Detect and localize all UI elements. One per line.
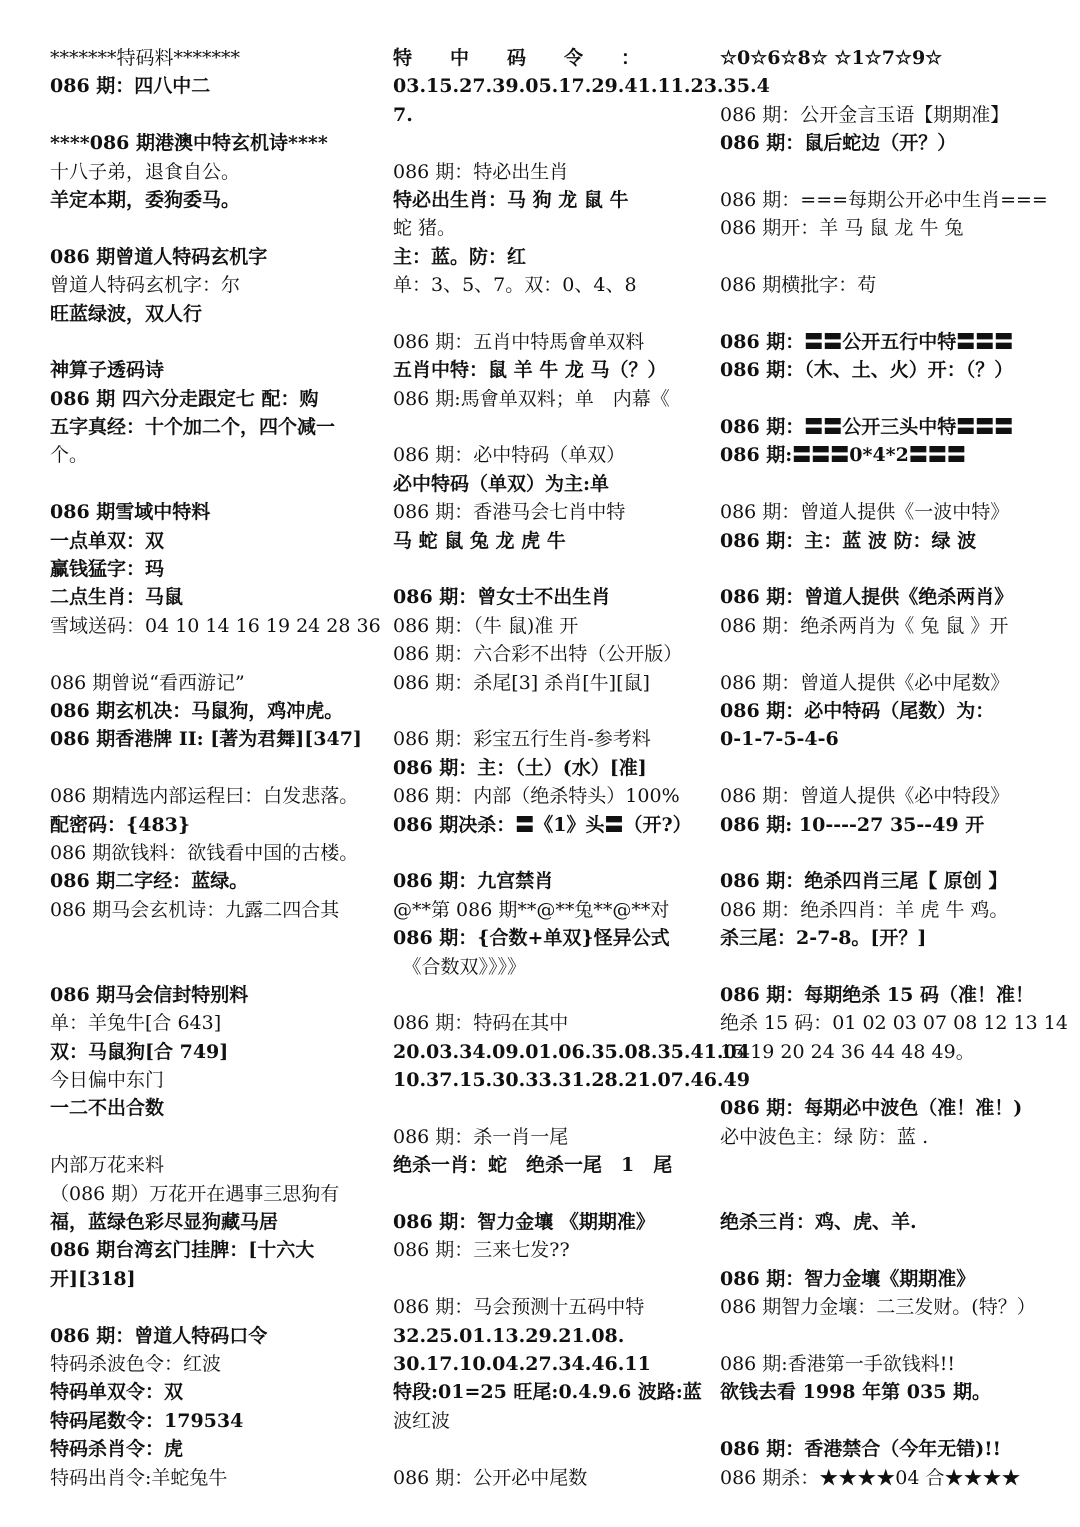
text-line: 086 期：马会预测十五码中特 (393, 1296, 645, 1319)
text-line: 086 期马会玄机诗：九露二四合其 (50, 898, 340, 921)
blank-line (393, 1094, 711, 1122)
text-line: 一二不出合数 (50, 1097, 165, 1120)
text-line: （086 期）万花开在遇事三思狗有 (50, 1182, 340, 1205)
blank-line (50, 328, 380, 356)
text-line: 086 期：曾女士不出生肖 (393, 586, 611, 609)
blank-line (50, 1293, 380, 1321)
text-line: 0-1-7-5-4-6 (720, 728, 839, 751)
text-line: 086 期智力金壤：二三发财。(特？） (720, 1296, 1036, 1319)
text-line: 086 期：必中特码（单双） (393, 444, 626, 467)
text-line: 二点生肖：马鼠 (50, 586, 184, 609)
text-line: 086 期：特码在其中 (393, 1012, 569, 1035)
text-line: 086 期：（木、土、火）开：（？） (720, 359, 1014, 382)
text-line: 086 期横批字：苟 (720, 274, 877, 297)
text-line: 特 中 码 令 ： (393, 47, 641, 69)
text-line: 必中波色主：绿 防：蓝 . (720, 1125, 929, 1148)
blank-line (720, 640, 1050, 668)
text-line: 特码单双令：双 (50, 1381, 184, 1404)
text-line: 086 期:馬會单双料；单 内幕《 (393, 387, 670, 410)
text-line: 蛇 猪。 (393, 217, 457, 240)
blank-line (720, 470, 1050, 498)
text-line: 086 期：曾道人提供《必中特段》 (720, 785, 1010, 808)
blank-line (50, 214, 380, 242)
blank-line (720, 953, 1050, 981)
text-line: 086 期决杀：〓《1》头〓（开?） (393, 813, 692, 836)
text-line: 086 期：绝杀四肖三尾【 原创 】 (720, 870, 1008, 893)
blank-line (393, 839, 711, 867)
blank-line (393, 555, 711, 583)
text-line: 30.17.10.04.27.34.46.11 (393, 1352, 651, 1375)
text-line: 086 期：必中特码（尾数）为： (720, 699, 995, 722)
text-line: 羊定本期，委狗委马。 (50, 188, 241, 211)
text-line: 单：3、5、7。双：0、4、8 (393, 274, 637, 297)
text-line: 十八子弟，退食自公。 (50, 160, 241, 183)
blank-line (720, 243, 1050, 271)
text-line: 086 期：杀一肖一尾 (393, 1125, 569, 1148)
text-line: 086 期：六合彩不出特（公开版） (393, 643, 683, 666)
blank-line (50, 1123, 380, 1151)
text-line: 内部万花来料 (50, 1154, 165, 1177)
blank-line (393, 981, 711, 1009)
text-line: 086 期：五肖中特馬會单双料 (393, 330, 645, 353)
text-line: 绝杀 15 码：01 02 03 07 08 12 13 14 (720, 1012, 1068, 1035)
blank-line (393, 300, 711, 328)
text-line: 086 期：每期必中波色（准！准！) (720, 1097, 1023, 1120)
text-line: 神算子透码诗 (50, 359, 165, 382)
text-line: 赢钱猛字：玛 (50, 558, 165, 581)
text-line: 波红波 (393, 1409, 451, 1432)
text-line: 086 期：绝杀两肖为《 兔 鼠 》开 (720, 614, 1009, 637)
text-line: 086 期曾说“看西游记” (50, 671, 245, 694)
text-line: 086 期：三来七发?? (393, 1239, 570, 1262)
text-line: 086 期：{合数+单双}怪异公式 (393, 927, 670, 950)
text-line: 086 期：智力金壤 《期期准》 (393, 1211, 655, 1234)
blank-line (720, 1322, 1050, 1350)
text-line: 086 期：曾道人特码口令 (50, 1324, 268, 1347)
text-line: 单：羊兔牛[合 643] (50, 1012, 222, 1035)
text-line: 086 期：内部（绝杀特头）100% (393, 785, 680, 808)
text-line: 特码出肖令:羊蛇兔牛 (50, 1466, 228, 1489)
text-line: 086 期：鼠后蛇边（开？） (720, 132, 957, 155)
text-line: 杀三尾：2-7-8。[开？] (720, 927, 927, 950)
text-line: 7. (393, 103, 413, 126)
text-line: 特码尾数令：179534 (50, 1409, 244, 1432)
text-line: 086 期:〓〓〓0*4*2〓〓〓 (720, 444, 966, 467)
text-line: 特必出生肖：马 狗 龙 鼠 牛 (393, 188, 629, 211)
blank-line (393, 129, 711, 157)
text-line: 086 期：主：（土）(水）[准] (393, 756, 647, 779)
text-line: 086 期：〓〓公开五行中特〓〓〓 (720, 330, 1014, 353)
blank-line (720, 1066, 1050, 1094)
text-line: 086 期：公开金言玉语【期期准】 (720, 103, 1010, 126)
text-line: 曾道人特码玄机字：尔 (50, 274, 241, 297)
text-line: 086 期 四六分走跟定七 配：购 (50, 387, 319, 410)
text-line: 086 期：绝杀四肖：羊 虎 牛 鸡。 (720, 898, 1009, 921)
text-line: 086 期：杀尾[3] 杀肖[牛][鼠] (393, 671, 650, 694)
text-line: 特码杀肖令：虎 (50, 1438, 184, 1461)
blank-line (720, 839, 1050, 867)
text-line: 雪域送码：04 10 14 16 19 24 28 36 (50, 614, 381, 637)
text-line: 必中特码（单双）为主:单 (393, 472, 610, 495)
text-line: 086 期：每期绝杀 15 码（准！准！ (720, 983, 1034, 1006)
text-line: 086 期马会信封特别料 (50, 983, 249, 1006)
text-line: 特段:01=25 旺尾:0.4.9.6 波路:蓝 (393, 1381, 702, 1404)
text-line: 五肖中特：鼠 羊 牛 龙 马（？） (393, 359, 667, 382)
text-line: 20.03.34.09.01.06.35.08.35.41.04 (393, 1040, 750, 1063)
text-line: 086 期：曾道人提供《绝杀两肖》 (720, 586, 1014, 609)
text-line: 10.37.15.30.33.31.28.21.07.46.49 (393, 1069, 750, 1092)
text-line: 086 期玄机决：马鼠狗，鸡冲虎。 (50, 699, 344, 722)
text-line: 五字真经：十个加二个，四个减一 (50, 416, 336, 439)
blank-line (720, 300, 1050, 328)
blank-line (720, 754, 1050, 782)
text-line: 绝杀三肖：鸡、虎、羊. (720, 1211, 917, 1234)
column-middle (393, 44, 770, 1492)
text-line: 086 期香港牌 II: [著为君舞][347] (50, 728, 362, 751)
blank-line (50, 754, 380, 782)
text-line: 086 期精选内部运程曰：白发悲落。 (50, 785, 359, 808)
text-line: 086 期雪域中特料 (50, 501, 211, 524)
blank-line (393, 1435, 711, 1463)
text-line: 32.25.01.13.29.21.08. (393, 1324, 625, 1347)
blank-line (50, 953, 380, 981)
blank-line (720, 1180, 1050, 1208)
blank-line (720, 158, 1050, 186)
text-line: 086 期：曾道人提供《一波中特》 (720, 501, 1010, 524)
text-line: 开][318] (50, 1267, 136, 1290)
text-line: 欲钱去看 1998 年第 035 期。 (720, 1381, 992, 1404)
blank-line (720, 1407, 1050, 1435)
text-line: 特码杀波色令：红波 (50, 1352, 222, 1375)
text-line: 086 期二字经：蓝绿。 (50, 870, 249, 893)
text-line: 086 期开：羊 马 鼠 龙 牛 兔 (720, 217, 964, 240)
blank-line (50, 470, 380, 498)
blank-line (50, 640, 380, 668)
text-line: 086 期：彩宝五行生肖-参考料 (393, 728, 651, 751)
blank-line (720, 1151, 1050, 1179)
text-line: 086 期：〓〓公开三头中特〓〓〓 (720, 416, 1014, 439)
text-line: *******特码料******* (50, 47, 241, 69)
text-line: 086 期台湾玄门挂脾：[十六大 (50, 1239, 315, 1262)
blank-line (393, 1265, 711, 1293)
text-line: ****086 期港澳中特玄机诗**** (50, 132, 328, 155)
text-line: 086 期: 10----27 35--49 开 (720, 813, 985, 836)
text-line: 旺蓝绿波，双人行 (50, 302, 203, 325)
blank-line (720, 385, 1050, 413)
blank-line (393, 1180, 711, 1208)
text-line: 绝杀一肖：蛇 绝杀一尾 1 尾 (393, 1154, 673, 1177)
text-line: @**第 086 期**@**兔**@**对 (393, 898, 670, 921)
text-line: 15 19 20 24 36 44 48 49。 (720, 1040, 975, 1063)
blank-line (50, 924, 380, 952)
blank-line (720, 72, 1050, 100)
text-line: 086 期：曾道人提供《必中尾数》 (720, 671, 1010, 694)
text-line: 个。 (50, 444, 89, 467)
text-line: ☆0☆6☆8☆ ☆1☆7☆9☆ (720, 47, 943, 69)
text-line: 086 期:香港第一手欲钱料!! (720, 1352, 955, 1375)
text-line: 马 蛇 鼠 兔 龙 虎 牛 (393, 529, 566, 552)
text-line: 03.15.27.39.05.17.29.41.11.23.35.4 (393, 75, 770, 98)
text-line: 086 期：四八中二 (50, 75, 211, 98)
text-line: 086 期：香港禁合（今年无错)!! (720, 1438, 1001, 1461)
text-line: 086 期：（牛 鼠)准 开 (393, 614, 579, 637)
text-line: 086 期：九宫禁肖 (393, 870, 554, 893)
text-line: 今日偏中东门 (50, 1069, 165, 1092)
blank-line (393, 413, 711, 441)
text-line: 主：蓝。防：红 (393, 245, 527, 268)
blank-line (720, 555, 1050, 583)
text-line: 配密码：{483} (50, 813, 191, 836)
text-line: 一点单双：双 (50, 529, 165, 552)
text-line: 086 期欲钱料：欲钱看中国的古楼。 (50, 841, 359, 864)
text-line: 086 期：主：蓝 波 防：绿 波 (720, 529, 977, 552)
text-line: 086 期：公开必中尾数 (393, 1466, 588, 1489)
text-line: 086 期曾道人特码玄机字 (50, 245, 268, 268)
text-line: 086 期：智力金壤《期期准》 (720, 1267, 976, 1290)
blank-line (50, 101, 380, 129)
text-line: 福，蓝绿色彩尽显狗藏马居 (50, 1211, 279, 1234)
column-left (50, 44, 380, 1492)
blank-line (720, 1236, 1050, 1264)
text-line: 086 期：特必出生肖 (393, 160, 569, 183)
text-line: 《合数双》》》》 (393, 955, 527, 978)
text-line: 双：马鼠狗[合 749] (50, 1040, 229, 1063)
text-line: 086 期：===每期公开必中生肖=== (720, 188, 1048, 211)
text-line: 086 期：香港马会七肖中特 (393, 501, 626, 524)
blank-line (393, 697, 711, 725)
column-right (720, 44, 1068, 1492)
text-line: 086 期杀：★★★★04 合★★★★ (720, 1466, 1021, 1489)
